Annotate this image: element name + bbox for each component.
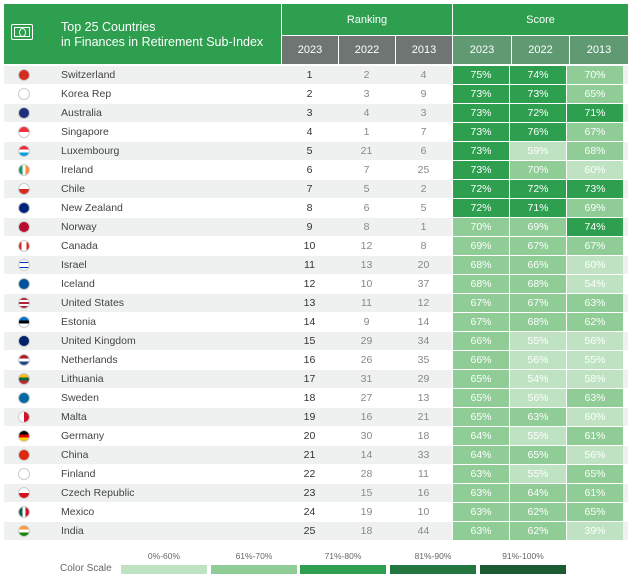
rank-cell-2022: 12: [360, 240, 373, 252]
rank-cell-2013: 21: [417, 411, 430, 423]
score-cell-2022: 73%: [509, 85, 566, 103]
lithuania-flag-icon: [18, 373, 30, 385]
rank-cell-2023: 13: [303, 297, 316, 309]
new-zealand-flag-icon: [18, 202, 30, 214]
flag-cell: [4, 142, 43, 160]
rank-cell-2013: 2: [420, 183, 427, 195]
score-cell-2023: 72%: [452, 180, 509, 198]
score-cell-2013: 60%: [566, 161, 623, 179]
malta-flag-icon: [18, 411, 30, 423]
country-name: Estonia: [61, 316, 97, 328]
rank-cell-2022: 7: [363, 164, 370, 176]
table-row: [4, 351, 628, 369]
score-cell-2013: 68%: [566, 142, 623, 160]
flag-cell: [4, 180, 43, 198]
rank-cell-2013: 33: [417, 449, 430, 461]
score-cell-2022: 72%: [509, 180, 566, 198]
australia-flag-icon: [18, 107, 30, 119]
score-cell-2022: 69%: [509, 218, 566, 236]
flag-cell: [4, 446, 43, 464]
rank-cell-2023: 7: [306, 183, 313, 195]
score-cell-2013: 58%: [566, 370, 623, 388]
rank-cell-2013: 5: [420, 202, 427, 214]
legend-range-4: 81%-90%: [414, 551, 452, 561]
table-row: [4, 180, 628, 198]
rank-cell-2023: 24: [303, 506, 316, 518]
score-cell-2013: 60%: [566, 256, 623, 274]
flag-cell: [4, 104, 43, 122]
table-row: [4, 370, 628, 388]
rank-cell-2013: 9: [420, 88, 427, 100]
rank-cell-2022: 1: [363, 126, 370, 138]
rank-cell-2023: 16: [303, 354, 316, 366]
flag-cell: [4, 465, 43, 483]
rank-cell-2023: 22: [303, 468, 316, 480]
table-row: [4, 389, 628, 407]
country-name: Singapore: [61, 126, 109, 138]
score-cell-2023: 65%: [452, 370, 509, 388]
country-name: Finland: [61, 468, 96, 480]
table-row: [4, 332, 628, 350]
table-row: [4, 465, 628, 483]
score-cell-2013: 56%: [566, 332, 623, 350]
score-cell-2022: 62%: [509, 503, 566, 521]
ranking-header: Ranking: [282, 4, 452, 35]
table-row: [4, 199, 628, 217]
legend-range-5: 91%-100%: [502, 551, 544, 561]
country-name: Mexico: [61, 506, 95, 518]
score-cell-2023: 64%: [452, 427, 509, 445]
score-cell-2023: 72%: [452, 199, 509, 217]
flag-cell: [4, 408, 43, 426]
mexico-flag-icon: [18, 506, 30, 518]
legend-swatch-4: [390, 565, 476, 574]
israel-flag-icon: [18, 259, 30, 271]
country-name: Australia: [61, 107, 102, 119]
score-cell-2023: 63%: [452, 522, 509, 540]
country-name: Luxembourg: [61, 145, 120, 157]
score-cell-2022: 67%: [509, 294, 566, 312]
score-cell-2022: 56%: [509, 351, 566, 369]
rank-cell-2022: 16: [360, 411, 373, 423]
score-cell-2023: 64%: [452, 446, 509, 464]
india-flag-icon: [18, 525, 30, 537]
rank-cell-2022: 11: [361, 297, 372, 309]
rank-cell-2013: 20: [417, 259, 430, 271]
czech-republic-flag-icon: [18, 487, 30, 499]
country-name: Netherlands: [61, 354, 118, 366]
legend-range-1: 0%-60%: [147, 551, 181, 561]
estonia-flag-icon: [18, 316, 30, 328]
netherlands-flag-icon: [18, 354, 30, 366]
table-row: [4, 161, 628, 179]
score-cell-2013: 55%: [566, 351, 623, 369]
chile-flag-icon: [18, 183, 30, 195]
rank-cell-2023: 9: [306, 221, 313, 233]
score-cell-2022: 67%: [509, 237, 566, 255]
rank-cell-2023: 8: [306, 202, 313, 214]
canada-flag-icon: [18, 240, 30, 252]
score-cell-2022: 65%: [509, 446, 566, 464]
legend-range-2: 61%-70%: [235, 551, 273, 561]
score-cell-2023: 73%: [452, 104, 509, 122]
singapore-flag-icon: [18, 126, 30, 138]
table-row: [4, 427, 628, 445]
table-row: [4, 66, 628, 84]
score-year-2013: 2013: [570, 36, 628, 64]
flag-cell: [4, 313, 43, 331]
rank-cell-2023: 21: [303, 449, 316, 461]
rank-cell-2022: 3: [363, 88, 370, 100]
score-cell-2013: 65%: [566, 85, 623, 103]
score-cell-2013: 71%: [566, 104, 623, 122]
score-cell-2022: 71%: [509, 199, 566, 217]
table-row: [4, 503, 628, 521]
flag-cell: [4, 484, 43, 502]
score-cell-2023: 66%: [452, 351, 509, 369]
score-cell-2023: 68%: [452, 256, 509, 274]
rank-cell-2022: 8: [363, 221, 370, 233]
score-cell-2013: 60%: [566, 408, 623, 426]
score-cell-2022: 56%: [509, 389, 566, 407]
rank-cell-2022: 18: [360, 525, 373, 537]
rank-cell-2013: 11: [418, 468, 429, 480]
country-name: Norway: [61, 221, 97, 233]
score-cell-2023: 65%: [452, 408, 509, 426]
legend-swatch-2: [211, 565, 297, 574]
legend-swatch-5: [480, 565, 566, 574]
score-cell-2023: 73%: [452, 142, 509, 160]
rank-cell-2013: 12: [417, 297, 430, 309]
score-cell-2023: 67%: [452, 294, 509, 312]
legend-swatch-1: [121, 565, 207, 574]
china-flag-icon: [18, 449, 30, 461]
rank-cell-2022: 15: [360, 487, 373, 499]
score-cell-2023: 73%: [452, 161, 509, 179]
rank-cell-2022: 26: [360, 354, 373, 366]
norway-flag-icon: [18, 221, 30, 233]
country-name: United States: [61, 297, 125, 309]
table-row: [4, 142, 628, 160]
score-cell-2013: 69%: [566, 199, 623, 217]
score-cell-2023: 68%: [452, 275, 509, 293]
iceland-flag-icon: [18, 278, 30, 290]
country-name: Sweden: [61, 392, 99, 404]
flag-cell: [4, 218, 43, 236]
score-cell-2023: 70%: [452, 218, 509, 236]
rank-cell-2022: 19: [360, 506, 373, 518]
score-cell-2013: 54%: [566, 275, 623, 293]
score-cell-2022: 62%: [509, 522, 566, 540]
rank-cell-2023: 12: [303, 278, 316, 290]
flag-cell: [4, 503, 43, 521]
score-cell-2023: 73%: [452, 123, 509, 141]
table-row: [4, 275, 628, 293]
rank-cell-2013: 14: [417, 316, 430, 328]
score-cell-2023: 73%: [452, 85, 509, 103]
country-name: Lithuania: [61, 373, 104, 385]
rank-cell-2023: 1: [306, 69, 313, 81]
flag-cell: [4, 123, 43, 141]
country-name: Malta: [61, 411, 87, 423]
germany-flag-icon: [18, 430, 30, 442]
rank-cell-2013: 34: [417, 335, 430, 347]
score-cell-2023: 66%: [452, 332, 509, 350]
korea-flag-icon: [18, 88, 30, 100]
score-cell-2013: 61%: [566, 484, 623, 502]
rank-cell-2023: 19: [303, 411, 316, 423]
flag-cell: [4, 161, 43, 179]
rank-cell-2022: 27: [360, 392, 373, 404]
country-name: United Kingdom: [61, 335, 136, 347]
table-row: [4, 237, 628, 255]
score-cell-2022: 76%: [509, 123, 566, 141]
switzerland-flag-icon: [18, 69, 30, 81]
score-cell-2013: 63%: [566, 389, 623, 407]
score-cell-2013: 73%: [566, 180, 623, 198]
score-cell-2013: 70%: [566, 66, 623, 84]
rank-cell-2022: 28: [360, 468, 373, 480]
score-cell-2013: 56%: [566, 446, 623, 464]
rank-cell-2013: 37: [417, 278, 430, 290]
score-cell-2022: 55%: [509, 427, 566, 445]
score-cell-2022: 74%: [509, 66, 566, 84]
score-cell-2013: 67%: [566, 237, 623, 255]
rank-cell-2023: 20: [303, 430, 316, 442]
rank-cell-2013: 44: [417, 525, 430, 537]
flag-cell: [4, 199, 43, 217]
score-cell-2022: 68%: [509, 275, 566, 293]
score-cell-2022: 68%: [509, 313, 566, 331]
flag-cell: [4, 370, 43, 388]
table-row: [4, 408, 628, 426]
sweden-flag-icon: [18, 392, 30, 404]
score-cell-2023: 67%: [452, 313, 509, 331]
score-cell-2022: 55%: [509, 465, 566, 483]
rank-cell-2013: 10: [417, 506, 430, 518]
rank-cell-2023: 15: [303, 335, 316, 347]
flag-cell: [4, 522, 43, 540]
country-name: Korea Rep: [61, 88, 112, 100]
rank-cell-2013: 7: [420, 126, 427, 138]
country-name: China: [61, 449, 89, 461]
score-cell-2023: 63%: [452, 484, 509, 502]
score-cell-2023: 63%: [452, 465, 509, 483]
title-line-2: in Finances in Retirement Sub-Index: [61, 35, 264, 49]
table-row: [4, 294, 628, 312]
ranking-year-2013: 2013: [396, 36, 452, 64]
score-year-2023: 2023: [453, 36, 511, 64]
score-cell-2022: 64%: [509, 484, 566, 502]
score-cell-2013: 39%: [566, 522, 623, 540]
color-scale-label: Color Scale: [60, 563, 112, 574]
ranking-year-2023: 2023: [282, 36, 338, 64]
table-header-title: [4, 4, 281, 64]
rank-cell-2022: 10: [360, 278, 373, 290]
ireland-flag-icon: [18, 164, 30, 176]
rank-cell-2022: 9: [363, 316, 370, 328]
title-line-1: Top 25 Countries: [61, 20, 156, 34]
score-cell-2022: 63%: [509, 408, 566, 426]
score-cell-2013: 74%: [566, 218, 623, 236]
score-cell-2023: 63%: [452, 503, 509, 521]
table-row: [4, 85, 628, 103]
rank-cell-2013: 1: [420, 221, 427, 233]
score-cell-2022: 55%: [509, 332, 566, 350]
score-cell-2022: 70%: [509, 161, 566, 179]
rank-cell-2023: 6: [306, 164, 313, 176]
score-cell-2022: 54%: [509, 370, 566, 388]
flag-cell: [4, 275, 43, 293]
flag-cell: [4, 351, 43, 369]
rank-cell-2022: 13: [360, 259, 373, 271]
table-row: [4, 104, 628, 122]
rank-cell-2023: 23: [303, 487, 316, 499]
country-name: Canada: [61, 240, 98, 252]
rank-cell-2023: 5: [306, 145, 313, 157]
flag-cell: [4, 389, 43, 407]
country-name: Germany: [61, 430, 105, 442]
money-bill-icon: [11, 24, 33, 40]
flag-cell: [4, 427, 43, 445]
table-row: [4, 484, 628, 502]
table-row: [4, 218, 628, 236]
rank-cell-2022: 14: [360, 449, 373, 461]
rank-cell-2023: 4: [306, 126, 313, 138]
table-row: [4, 446, 628, 464]
score-year-2022: 2022: [512, 36, 569, 64]
rank-cell-2023: 18: [303, 392, 316, 404]
flag-cell: [4, 237, 43, 255]
score-cell-2022: 66%: [509, 256, 566, 274]
rank-cell-2013: 6: [420, 145, 427, 157]
rank-cell-2022: 31: [360, 373, 373, 385]
rank-cell-2013: 25: [417, 164, 430, 176]
score-cell-2013: 67%: [566, 123, 623, 141]
legend-range-3: 71%-80%: [324, 551, 362, 561]
rank-cell-2022: 21: [360, 145, 373, 157]
rank-cell-2023: 3: [306, 107, 313, 119]
finland-flag-icon: [18, 468, 30, 480]
flag-cell: [4, 85, 43, 103]
rank-cell-2013: 8: [420, 240, 427, 252]
country-name: Czech Republic: [61, 487, 135, 499]
rank-cell-2013: 16: [417, 487, 430, 499]
score-cell-2013: 62%: [566, 313, 623, 331]
country-name: New Zealand: [61, 202, 123, 214]
score-cell-2013: 65%: [566, 503, 623, 521]
score-cell-2023: 65%: [452, 389, 509, 407]
score-cell-2023: 75%: [452, 66, 509, 84]
country-name: Chile: [61, 183, 85, 195]
rank-cell-2013: 35: [417, 354, 430, 366]
legend-swatch-3: [300, 565, 386, 574]
table-row: [4, 522, 628, 540]
score-cell-2013: 65%: [566, 465, 623, 483]
score-cell-2022: 59%: [509, 142, 566, 160]
country-name: India: [61, 525, 84, 537]
rank-cell-2022: 2: [363, 69, 370, 81]
rank-cell-2022: 5: [363, 183, 370, 195]
rank-cell-2013: 3: [420, 107, 427, 119]
rank-cell-2013: 18: [417, 430, 430, 442]
flag-cell: [4, 294, 43, 312]
score-cell-2013: 63%: [566, 294, 623, 312]
country-name: Israel: [61, 259, 87, 271]
country-name: Ireland: [61, 164, 94, 176]
rank-cell-2023: 2: [306, 88, 313, 100]
luxembourg-flag-icon: [18, 145, 30, 157]
rank-cell-2022: 29: [360, 335, 373, 347]
table-title: [61, 20, 276, 50]
rank-cell-2023: 10: [303, 240, 316, 252]
country-name: Switzerland: [61, 69, 116, 81]
flag-cell: [4, 332, 43, 350]
rank-cell-2013: 29: [417, 373, 430, 385]
table-row: [4, 123, 628, 141]
table-row: [4, 256, 628, 274]
rank-cell-2013: 4: [420, 69, 427, 81]
rank-cell-2023: 11: [304, 259, 315, 271]
flag-cell: [4, 66, 43, 84]
rank-cell-2023: 14: [303, 316, 316, 328]
rank-cell-2022: 30: [360, 430, 373, 442]
rank-cell-2022: 6: [363, 202, 370, 214]
table-row: [4, 313, 628, 331]
rank-cell-2023: 17: [303, 373, 316, 385]
rank-cell-2013: 13: [417, 392, 430, 404]
score-cell-2013: 61%: [566, 427, 623, 445]
score-cell-2023: 69%: [452, 237, 509, 255]
country-name: Iceland: [61, 278, 95, 290]
rank-cell-2023: 25: [303, 525, 316, 537]
color-scale-legend: [0, 540, 640, 576]
flag-cell: [4, 256, 43, 274]
rank-cell-2022: 4: [363, 107, 370, 119]
score-header: Score: [453, 4, 628, 35]
united-kingdom-flag-icon: [18, 335, 30, 347]
score-cell-2022: 72%: [509, 104, 566, 122]
united-states-flag-icon: [18, 297, 30, 309]
ranking-year-2022: 2022: [339, 36, 395, 64]
